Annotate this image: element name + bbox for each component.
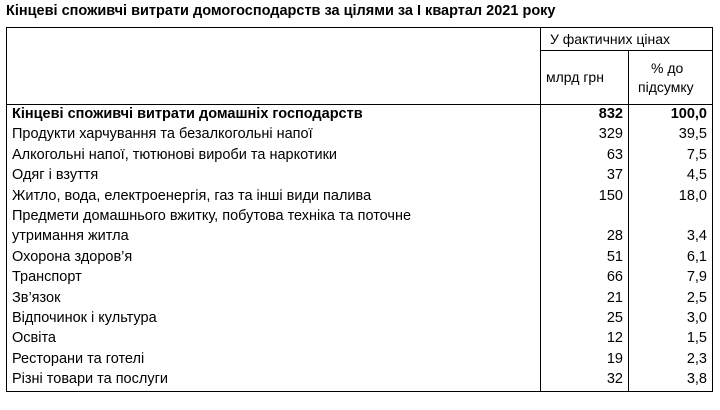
row-value-bln-uah: 150 — [598, 187, 623, 204]
row-value-bln-uah: 63 — [606, 146, 623, 163]
column-divider-values — [628, 50, 629, 392]
row-value-bln-uah: 66 — [606, 269, 623, 286]
row-value-bln-uah: 25 — [606, 310, 623, 326]
row-value-bln-uah: 51 — [606, 248, 623, 265]
row-value-bln-uah: 32 — [606, 371, 623, 388]
header-percent-line2: підсумку — [638, 79, 694, 95]
row-value-bln-uah: 329 — [598, 126, 623, 143]
row-value-percent: 1,5 — [686, 330, 707, 347]
row-label: Одяг і взуття — [12, 167, 99, 184]
row-value-percent: 2,3 — [686, 350, 707, 367]
row-value-bln-uah: 28 — [606, 228, 623, 245]
row-value-percent: 3,8 — [686, 371, 707, 388]
row-value-percent: 2,5 — [686, 289, 707, 306]
header-price-group: У фактичних цінах — [550, 31, 670, 47]
row-value-bln-uah: 832 — [598, 106, 623, 122]
row-value-percent: 7,9 — [686, 269, 707, 286]
row-value-bln-uah: 37 — [606, 167, 623, 184]
header-bottom-divider — [6, 104, 713, 105]
row-label: Різні товари та послуги — [12, 371, 168, 388]
row-value-percent: 6,1 — [686, 248, 707, 265]
row-label: Відпочинок і культура — [12, 310, 157, 326]
row-label: Ресторани та готелі — [12, 350, 145, 367]
row-label: Освіта — [12, 330, 56, 347]
row-label-continued: утримання житла — [12, 228, 129, 245]
row-label: Зв’язок — [12, 289, 61, 306]
row-label: Продукти харчування та безалкогольні напої — [12, 126, 313, 143]
row-value-percent: 3,4 — [686, 228, 707, 245]
row-value-bln-uah: 19 — [606, 350, 623, 367]
header-billion-uah: млрд грн — [546, 69, 604, 85]
row-value-percent: 39,5 — [678, 126, 707, 143]
row-label: Кінцеві споживчі витрати домашніх господарств — [12, 106, 363, 122]
row-value-percent: 3,0 — [686, 310, 707, 326]
row-value-bln-uah: 12 — [606, 330, 623, 347]
row-label: Алкогольні напої, тютюнові вироби та наркотики — [12, 146, 338, 163]
row-value-percent: 18,0 — [678, 187, 707, 204]
table-title: Кінцеві споживчі витрати домогосподарств за цілями за I квартал 2021 року — [6, 3, 556, 19]
row-label: Охорона здоров’я — [12, 248, 133, 265]
row-label: Предмети домашнього вжитку, побутова техніка та поточне — [12, 208, 412, 224]
header-group-divider — [540, 50, 713, 51]
row-value-percent: 4,5 — [686, 167, 707, 184]
row-value-percent: 100,0 — [670, 106, 707, 122]
header-percent-line1: % до — [651, 60, 684, 76]
row-label: Житло, вода, електроенергія, газ та інші види палива — [12, 187, 372, 204]
row-value-percent: 7,5 — [686, 146, 707, 163]
column-divider-label — [540, 27, 541, 392]
row-value-bln-uah: 21 — [606, 289, 623, 306]
row-label: Транспорт — [12, 269, 82, 286]
